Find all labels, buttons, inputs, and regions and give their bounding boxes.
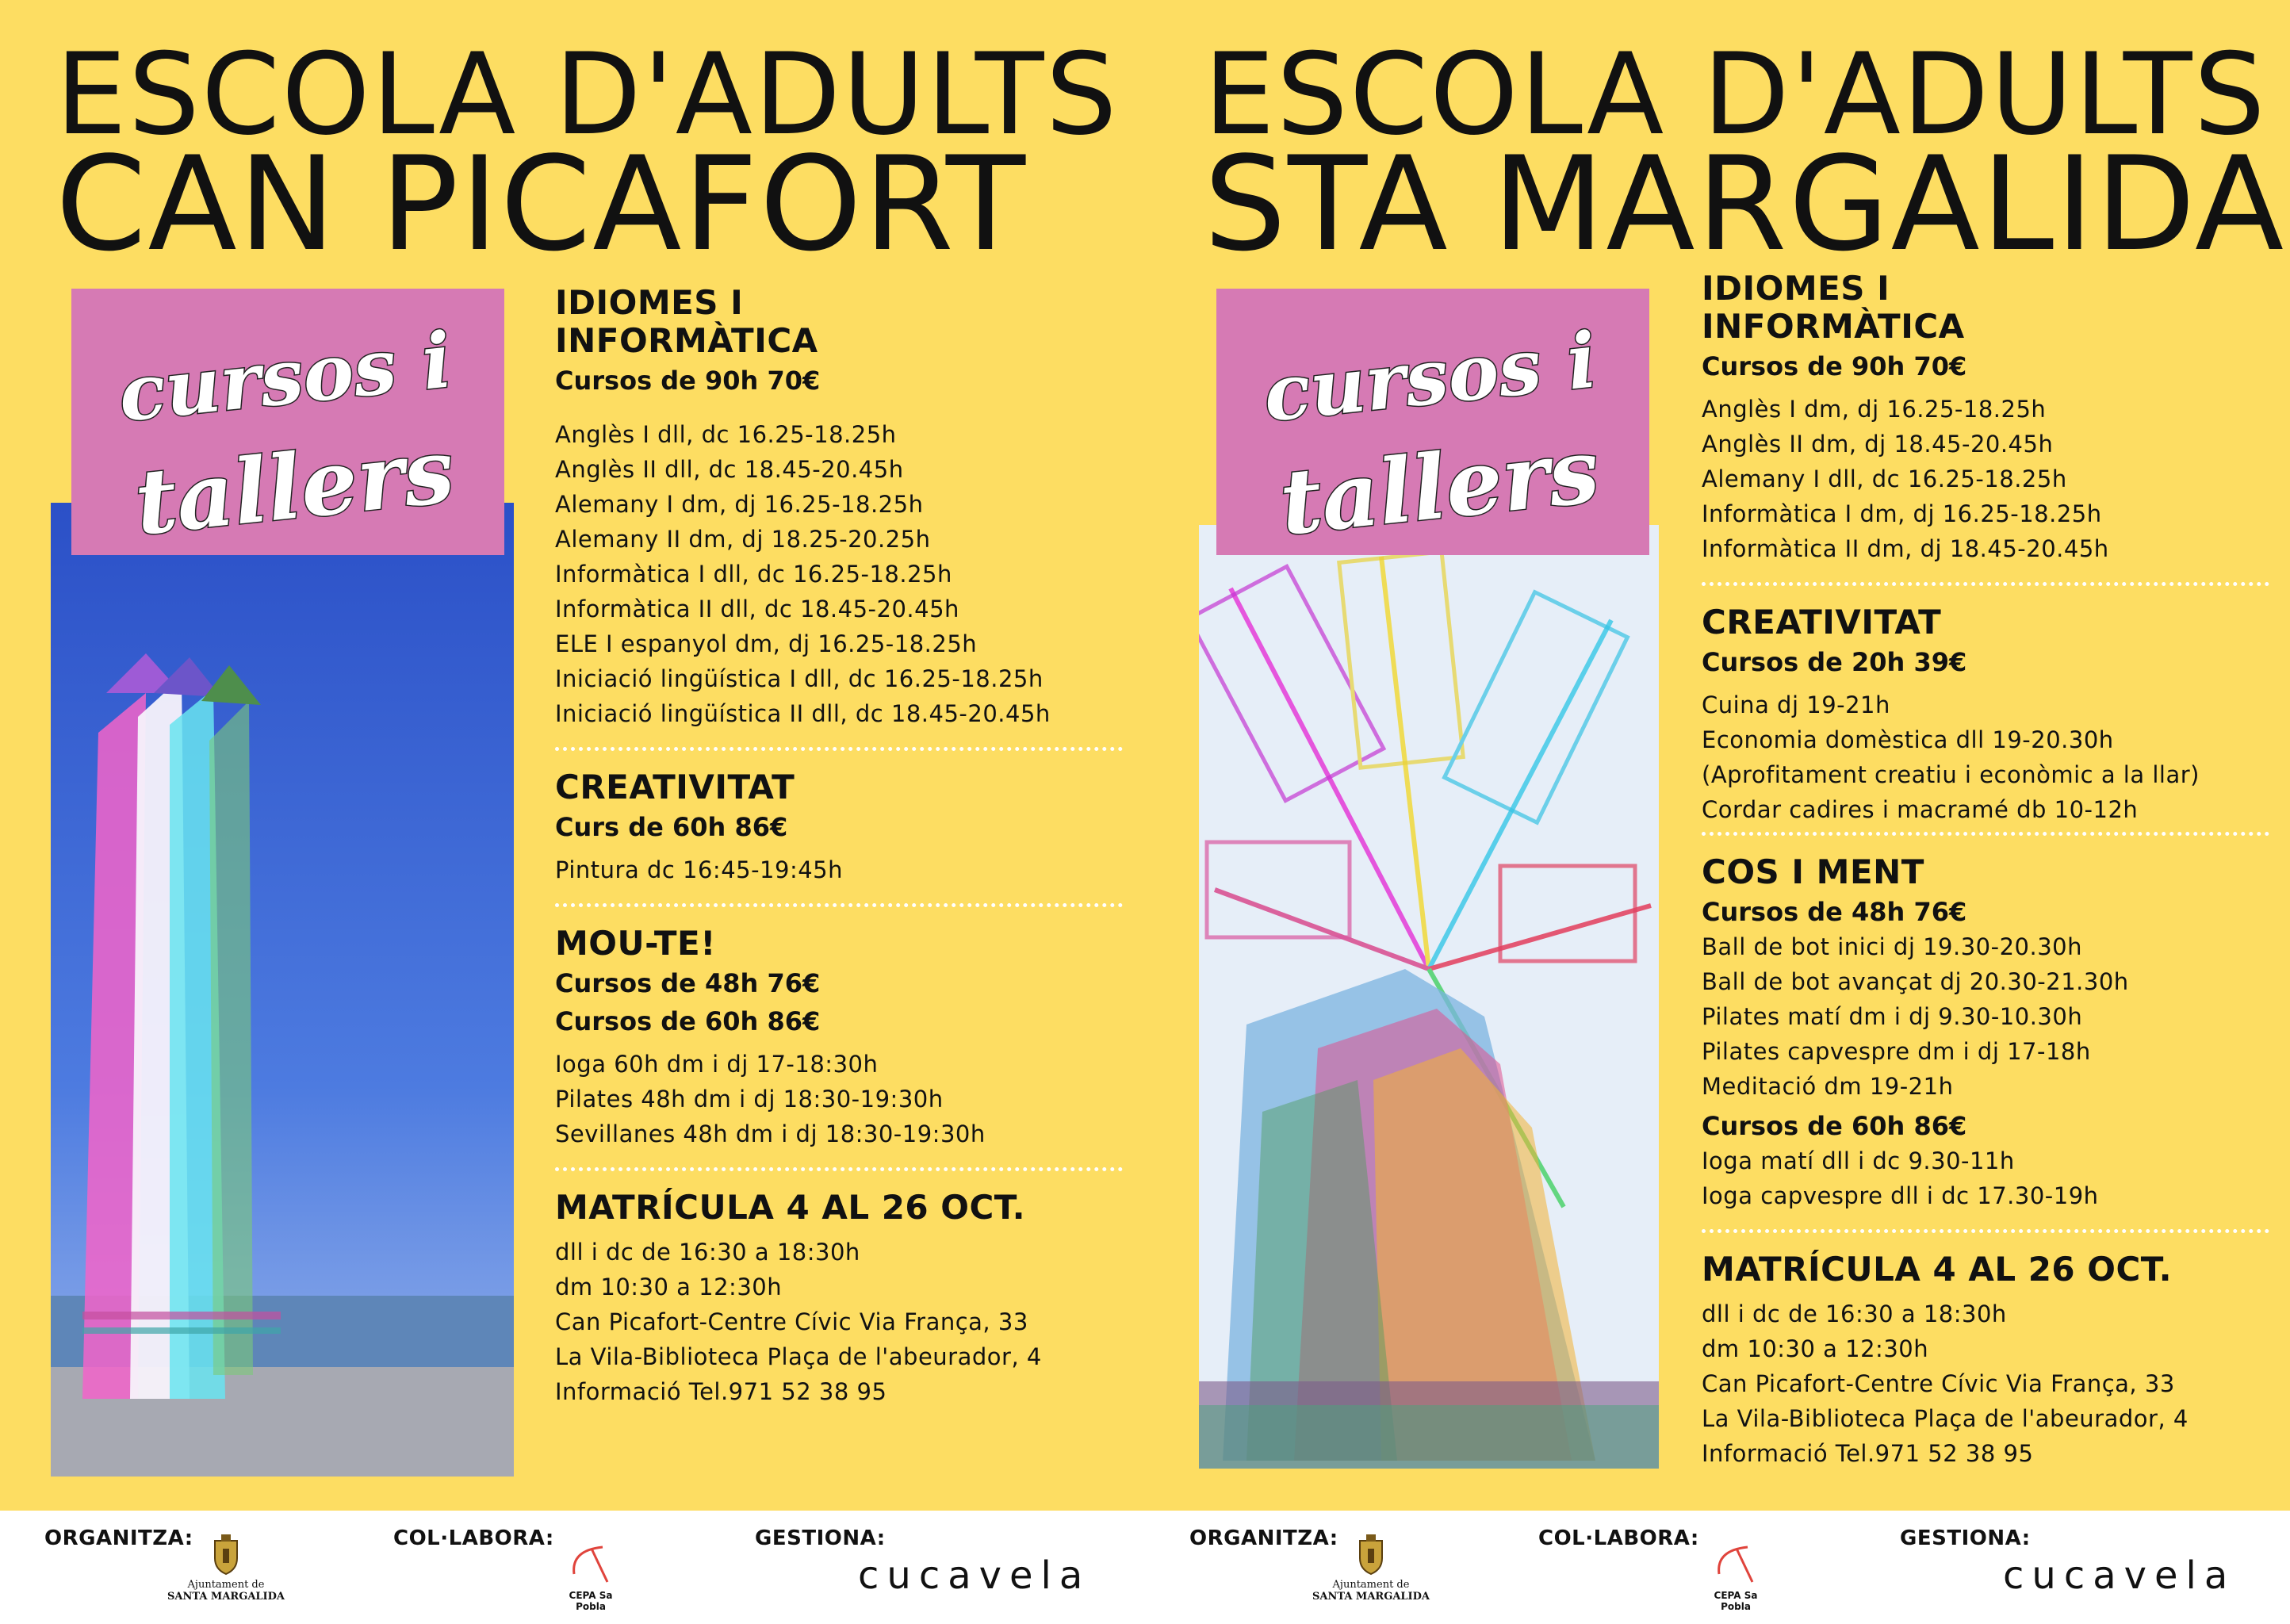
cepa-logo <box>555 1542 626 1612</box>
course-column <box>1702 270 2288 1471</box>
section-title: COS I MENT <box>1702 852 1924 891</box>
section-title: MOU-TE! <box>555 924 716 963</box>
dotted-divider <box>555 747 1123 751</box>
section-idiomes <box>555 284 1142 731</box>
dotted-divider <box>555 1167 1123 1171</box>
list-item: Anglès I dm, dj 16.25-18.25h <box>1702 396 2047 423</box>
section-title: IDIOMES I <box>1702 269 1890 308</box>
list-item: ELE I espanyol dm, dj 16.25-18.25h <box>555 630 978 657</box>
section-title: INFORMÀTICA <box>1702 307 1965 346</box>
dotted-divider <box>1702 582 2269 586</box>
section-price: Cursos de 90h 70€ <box>1702 351 1967 381</box>
organitza-label: ORGANITZA: <box>1189 1526 1338 1550</box>
list-item: dll i dc de 16:30 a 18:30h <box>1702 1300 2007 1327</box>
list-item: Informació Tel.971 52 38 95 <box>555 1378 887 1405</box>
title-line2: STA MARGALIDA <box>1204 128 2286 280</box>
badge-line1: cursos i <box>114 315 456 439</box>
section-cos-i-ment <box>1702 853 2288 1213</box>
sponsor-footer <box>0 1511 2290 1624</box>
list-item: dll i dc de 16:30 a 18:30h <box>555 1239 860 1266</box>
list-item: Sevillanes 48h dm i dj 18:30-19:30h <box>555 1120 986 1147</box>
dotted-divider <box>555 903 1123 907</box>
title-line1: ESCOLA D'ADULTS <box>56 29 1119 160</box>
colabora-label: COL·LABORA: <box>393 1526 554 1550</box>
dotted-divider <box>1702 1229 2269 1233</box>
coat-of-arms-icon <box>1355 1534 1387 1576</box>
list-item: Informàtica II dll, dc 18.45-20.45h <box>555 596 959 622</box>
course-column <box>555 284 1142 1409</box>
gestiona-label: GESTIONA: <box>1900 1526 2031 1550</box>
list-item: Pilates matí dm i dj 9.30-10.30h <box>1702 1003 2083 1030</box>
section-matricula <box>1702 1251 2288 1471</box>
badge-line2: tallers <box>130 419 459 555</box>
section-creativitat <box>1702 603 2288 827</box>
list-item: Alemany I dm, dj 16.25-18.25h <box>555 491 924 518</box>
list-item: Anglès I dll, dc 16.25-18.25h <box>555 421 897 448</box>
section-title: CREATIVITAT <box>555 768 795 806</box>
list-item: Can Picafort-Centre Cívic Via França, 33 <box>1702 1370 2175 1397</box>
cursos-tallers-badge <box>71 289 504 555</box>
coat-of-arms-icon <box>210 1534 242 1576</box>
list-item: dm 10:30 a 12:30h <box>1702 1335 1929 1362</box>
section-moute <box>555 925 1142 1151</box>
section-price: Cursos de 90h 70€ <box>555 366 821 396</box>
badge-line1: cursos i <box>1259 315 1601 439</box>
list-item: dm 10:30 a 12:30h <box>555 1274 783 1300</box>
cepa-mark-icon <box>1708 1542 1763 1587</box>
section-price: Cursos de 20h 39€ <box>1702 647 1967 677</box>
ajuntament-logo <box>1312 1534 1430 1603</box>
tower-illustration <box>51 503 514 1477</box>
poster-sta-margalida <box>1145 0 2290 1511</box>
list-item: Ioga matí dll i dc 9.30-11h <box>1702 1147 2015 1174</box>
cepa-caption: CEPA Sa Pobla <box>1714 1590 1758 1612</box>
colabora-label: COL·LABORA: <box>1538 1526 1699 1550</box>
list-item: Pilates 48h dm i dj 18:30-19:30h <box>555 1086 944 1113</box>
list-item: Iniciació lingüística I dll, dc 16.25-18.25h <box>555 665 1044 692</box>
organitza-label: ORGANITZA: <box>44 1526 193 1550</box>
ajuntament-caption: SANTA MARGALIDA <box>1312 1591 1430 1603</box>
list-item: Informació Tel.971 52 38 95 <box>1702 1440 2034 1467</box>
section-price: Cursos de 60h 86€ <box>1702 1111 1967 1141</box>
windmill-photo <box>1199 525 1659 1469</box>
list-item: Ioga capvespre dll i dc 17.30-19h <box>1702 1182 2099 1209</box>
section-title: CREATIVITAT <box>1702 603 1942 642</box>
cepa-caption: CEPA Sa Pobla <box>569 1590 613 1612</box>
title-line1: ESCOLA D'ADULTS <box>1204 29 2267 160</box>
footer-right <box>1145 1511 2290 1624</box>
section-price: Cursos de 60h 86€ <box>555 1006 821 1036</box>
list-item: (Aprofitament creatiu i econòmic a la llar) <box>1702 761 2200 788</box>
section-title: IDIOMES I <box>555 283 744 322</box>
ajuntament-caption: SANTA MARGALIDA <box>167 1591 285 1603</box>
list-item: La Vila-Biblioteca Plaça de l'abeurador, 4 <box>1702 1405 2189 1432</box>
ajuntament-caption: Ajuntament de <box>1332 1579 1410 1591</box>
cepa-logo <box>1700 1542 1771 1612</box>
section-idiomes <box>1702 270 2288 566</box>
list-item: La Vila-Biblioteca Plaça de l'abeurador, 4 <box>555 1343 1042 1370</box>
list-item: Cordar cadires i macramé db 10-12h <box>1702 796 2139 823</box>
cepa-mark-icon <box>563 1542 618 1587</box>
footer-left <box>0 1511 1145 1624</box>
section-title: INFORMÀTICA <box>555 321 818 360</box>
section-matricula <box>555 1189 1142 1409</box>
list-item: Ball de bot inici dj 19.30-20.30h <box>1702 933 2082 960</box>
list-item: Ioga 60h dm i dj 17-18:30h <box>555 1051 879 1078</box>
dotted-divider <box>1702 832 2269 836</box>
ajuntament-caption: Ajuntament de <box>187 1579 265 1591</box>
ajuntament-logo <box>167 1534 285 1603</box>
section-title: MATRÍCULA 4 AL 26 OCT. <box>555 1188 1026 1227</box>
list-item: Informàtica II dm, dj 18.45-20.45h <box>1702 535 2109 562</box>
section-creativitat <box>555 768 1142 887</box>
list-item: Ball de bot avançat dj 20.30-21.30h <box>1702 968 2129 995</box>
list-item: Pintura dc 16:45-19:45h <box>555 856 844 883</box>
list-item: Pilates capvespre dm i dj 17-18h <box>1702 1038 2091 1065</box>
list-item: Anglès II dll, dc 18.45-20.45h <box>555 456 904 483</box>
cucavela-logo: cucavela <box>2003 1553 2236 1598</box>
windmill-illustration <box>1199 525 1659 1469</box>
list-item: Cuina dj 19-21h <box>1702 691 1890 718</box>
list-item: Anglès II dm, dj 18.45-20.45h <box>1702 431 2054 458</box>
list-item: Iniciació lingüística II dll, dc 18.45-20.45h <box>555 700 1051 727</box>
gestiona-label: GESTIONA: <box>755 1526 886 1550</box>
list-item: Can Picafort-Centre Cívic Via França, 33 <box>555 1308 1028 1335</box>
section-price: Curs de 60h 86€ <box>555 812 788 842</box>
section-price: Cursos de 48h 76€ <box>1702 897 1967 927</box>
cucavela-logo: cucavela <box>858 1553 1091 1598</box>
tower-photo <box>51 503 514 1477</box>
poster-can-picafort <box>0 0 1145 1511</box>
list-item: Meditació dm 19-21h <box>1702 1073 1954 1100</box>
section-price: Cursos de 48h 76€ <box>555 968 821 998</box>
list-item: Informàtica I dm, dj 16.25-18.25h <box>1702 500 2102 527</box>
list-item: Economia domèstica dll 19-20.30h <box>1702 726 2114 753</box>
list-item: Alemany II dm, dj 18.25-20.25h <box>555 526 931 553</box>
cursos-tallers-badge <box>1216 289 1649 555</box>
list-item: Alemany I dll, dc 16.25-18.25h <box>1702 465 2067 492</box>
badge-line2: tallers <box>1275 419 1604 555</box>
section-title: MATRÍCULA 4 AL 26 OCT. <box>1702 1250 2173 1289</box>
list-item: Informàtica I dll, dc 16.25-18.25h <box>555 561 952 588</box>
title-line2: CAN PICAFORT <box>56 128 1028 280</box>
